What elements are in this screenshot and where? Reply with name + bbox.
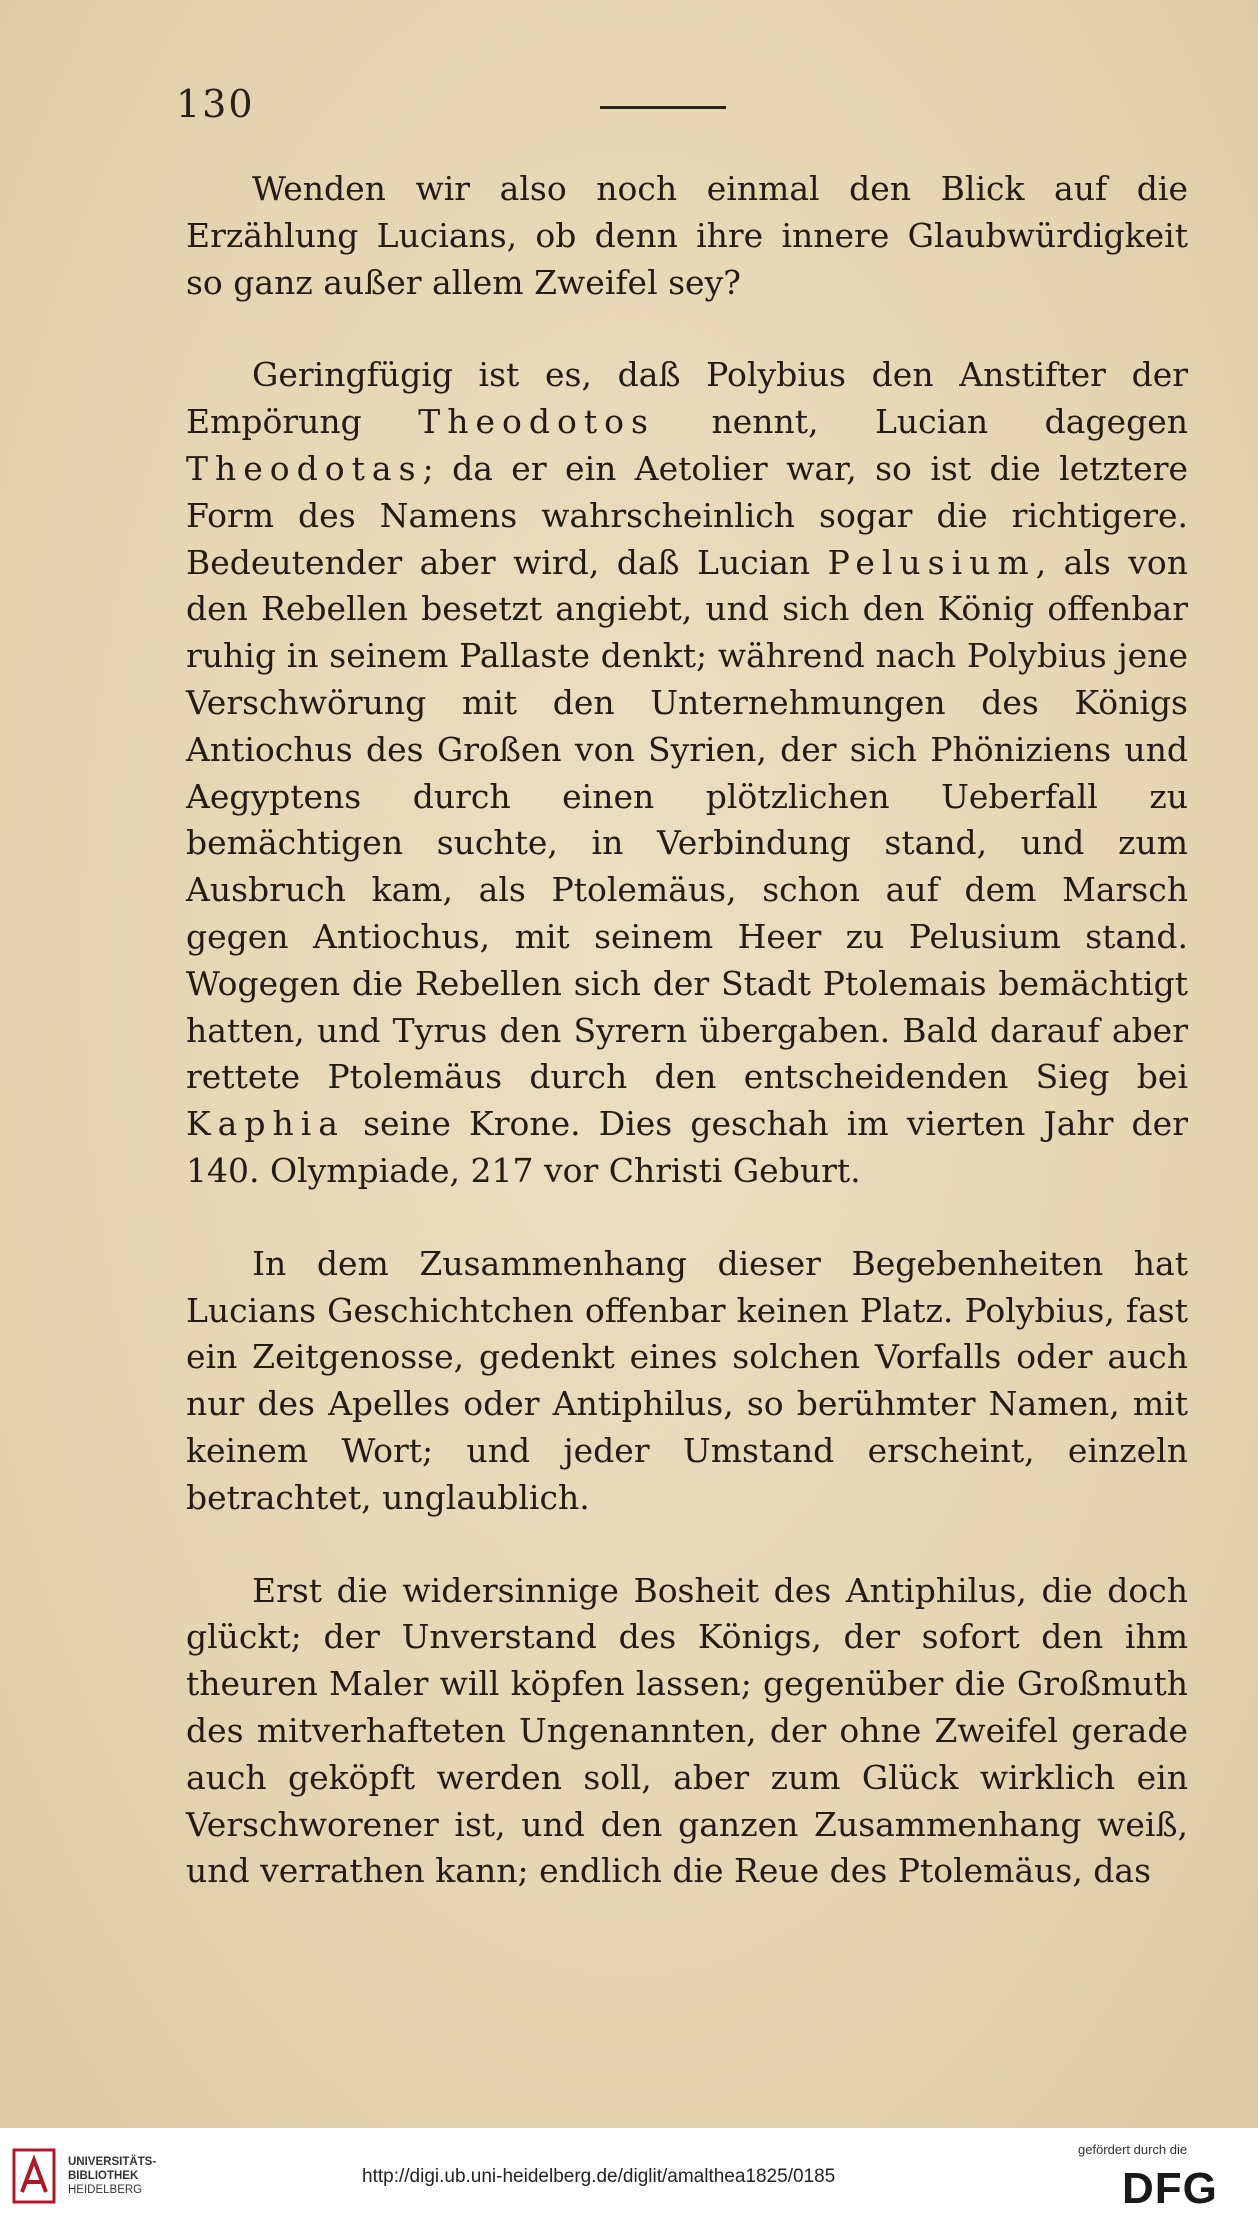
- page-number: 130: [176, 82, 255, 126]
- paragraph: [186, 1568, 1188, 1896]
- body-text: [186, 166, 1188, 1895]
- text-segment: seine Krone. Dies geschah im vierten Jahr der 140. Olympiade, 217 vor Christi Geburt.: [186, 1104, 1188, 1190]
- header-rule: [600, 106, 726, 109]
- text-segment: ; da er ein Aetolier war, so ist die letztere Form des Namens wahrscheinlich sogar die richtigere. Bedeutender aber wird, daß Lucian: [186, 448, 1188, 582]
- footer-bar: [0, 2128, 1258, 2221]
- library-name-line-3: HEIDELBERG: [68, 2184, 143, 2196]
- dfg-logo: DFG: [1122, 2164, 1218, 2213]
- spaced-name: Theodotas: [186, 448, 423, 488]
- paragraph: [186, 352, 1188, 1194]
- funded-by-label: gefördert durch die: [1078, 2142, 1188, 2157]
- text-segment: Wenden wir also noch einmal den Blick auf die Erzählung Lucians, ob denn ihre innere Glaubwürdigkeit so ganz außer allem Zweifel sey?: [186, 169, 1188, 302]
- library-name-line-1: UNIVERSITÄTS-: [68, 2156, 157, 2168]
- text-segment: Geringfügig ist es, daß Polybius den Anstifter der Empörung: [186, 355, 1188, 442]
- spaced-name: Theodotos: [418, 402, 655, 442]
- university-library-logo-icon: [12, 2146, 58, 2206]
- spaced-name: Kaphia: [186, 1104, 345, 1144]
- text-segment: Erst die widersinnige Bosheit des Antiphilus, die doch glückt; der Unverstand des Königs, der sofort den ihm theuren Maler will köpfen lassen; gegenüber die Großmuth des mitverhafteten Ungenannten, der ohne Zweifel gerade auch geköpft werden soll, aber zum Glück wirklich ein Verschworener ist, und den ganzen Zusammenhang weiß, und verrathen kann; endlich die Reue des Ptolemäus, das: [186, 1570, 1188, 1891]
- text-segment: In dem Zusammenhang dieser Begebenheiten hat Lucians Geschichtchen offenbar keinen Platz. Polybius, fast ein Zeitgenosse, gedenkt eines solchen Vorfalls oder auch nur des Apelles oder Antiphilus, so berühmter Namen, mit keinem Wort; und jeder Umstand erscheint, einzeln betrachtet, unglaublich.: [186, 1243, 1188, 1517]
- paragraph: [186, 1241, 1188, 1522]
- text-segment: , als von den Rebellen besetzt angiebt, und sich den König offenbar ruhig in seinem Pallaste denkt; während nach Polybius jene Verschwörung mit den Unternehmungen des Königs Antiochus des Großen von Syrien, der sich Phöniziens und Aegyptens durch einen plötzlichen Ueberfall zu bemächtigen suchte, in Verbindung stand, und zum Ausbruch kam, als Ptolemäus, schon auf dem Marsch gegen Antiochus, mit seinem Heer zu Pelusium stand. Wogegen die Rebellen sich der Stadt Ptolemais bemächtigt hatten, und Tyrus den Syrern übergaben. Bald darauf aber rettete Ptolemäus durch den entscheidenden Sieg bei: [186, 542, 1188, 1097]
- library-name-line-2: BIBLIOTHEK: [68, 2170, 139, 2182]
- spaced-name: Pelusium: [827, 542, 1036, 582]
- text-segment: nennt, Lucian dagegen: [654, 402, 1188, 442]
- library-name: [68, 2155, 156, 2197]
- permalink-url[interactable]: http://digi.ub.uni-heidelberg.de/diglit/amalthea1825/0185: [362, 2166, 836, 2187]
- paragraph: [186, 166, 1188, 306]
